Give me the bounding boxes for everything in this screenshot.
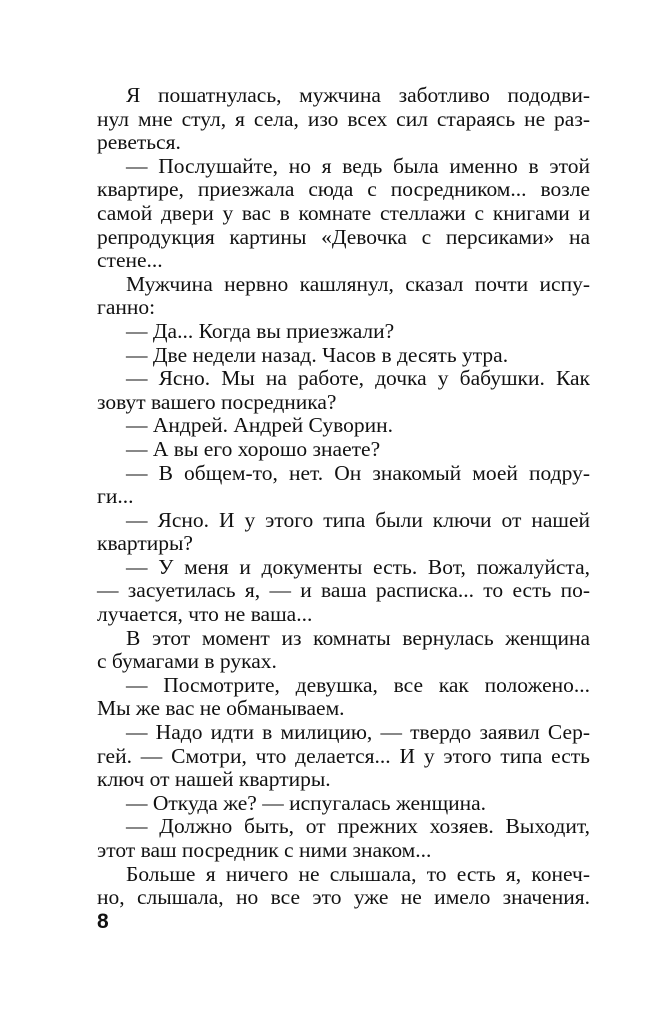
- text-line: нул мне стул, я села, изо всех сил стараясь не раз-: [97, 106, 590, 131]
- text-line: — Должно быть, от прежних хозяев. Выходит,: [126, 814, 590, 839]
- text-line: ключ от нашей квартиры.: [97, 767, 331, 792]
- text-line: Мы же вас не обманываем.: [97, 696, 345, 721]
- text-line: — В общем-то, нет. Он знакомый моей подру-: [126, 460, 590, 485]
- text-line: ганно:: [97, 295, 156, 320]
- text-line: Мужчина нервно кашлянул, сказал почти испу-: [126, 271, 590, 296]
- text-line: ги...: [97, 484, 134, 509]
- text-line: — Откуда же? — испугалась женщина.: [126, 790, 487, 815]
- text-line: — засуетилась я, — и ваша расписка... то есть по-: [97, 578, 590, 603]
- text-line: лучается, что не ваша...: [97, 602, 313, 627]
- text-line: Больше я ничего не слышала, то есть я, конеч-: [126, 861, 590, 886]
- text-line: — Посмотрите, девушка, все как положено...: [126, 672, 590, 697]
- text-line: квартиры?: [97, 531, 193, 556]
- text-line: Я пошатнулась, мужчина заботливо пододви-: [126, 83, 590, 107]
- text-line: — Послушайте, но я ведь была именно в этой: [126, 153, 590, 178]
- text-line: зовут вашего посредника?: [97, 389, 337, 414]
- text-line: — Ясно. Мы на работе, дочка у бабушки. Как: [126, 366, 590, 391]
- text-line: но, слышала, но все это уже не имело значения.: [97, 885, 590, 910]
- text-line: стене...: [97, 248, 163, 273]
- page-text: [97, 84, 590, 910]
- text-line: квартире, приезжала сюда с посредником... возле: [97, 177, 590, 202]
- text-line: — Андрей. Андрей Суворин.: [126, 413, 393, 438]
- text-line: — У меня и документы есть. Вот, пожалуйста,: [126, 554, 590, 579]
- text-line: самой двери у вас в комнате стеллажи с книгами и: [97, 200, 590, 225]
- text-line: с бумагами в руках.: [97, 649, 277, 674]
- text-line: — А вы его хорошо знаете?: [126, 436, 381, 461]
- text-line: — Надо идти в милицию, — твердо заявил Сер-: [126, 720, 590, 745]
- text-line: В этот момент из комнаты вернулась женщина: [126, 625, 590, 650]
- text-line: — Две недели назад. Часов в десять утра.: [126, 342, 509, 367]
- text-line: репродукция картины «Девочка с персиками» на: [97, 224, 590, 249]
- text-line: гей. — Смотри, что делается... И у этого типа есть: [97, 743, 590, 768]
- page-number: 8: [97, 910, 109, 933]
- text-line: этот ваш посредник с ними знаком...: [97, 838, 432, 862]
- text-line: — Ясно. И у этого типа были ключи от нашей: [126, 507, 590, 532]
- text-line: реветься.: [97, 130, 181, 155]
- text-line: — Да... Когда вы приезжали?: [126, 318, 395, 343]
